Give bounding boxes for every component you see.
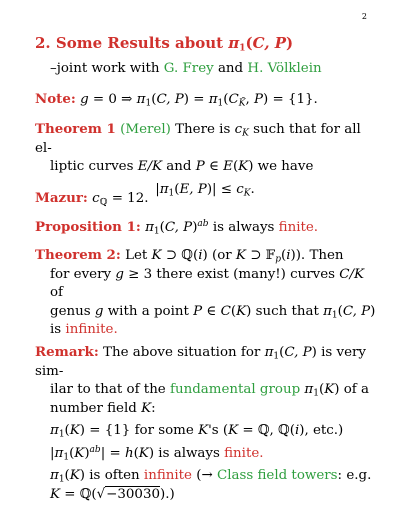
joint-work-prefix: –joint work with [50, 61, 160, 76]
proposition1-text: $\pi_1(C$, P)$^{ab}$ is always [145, 219, 275, 237]
section-heading: 2. Some Results about $\pi_1(C$, P) [35, 34, 294, 54]
theorem2-line1: Theorem 2: Let K ⊃ ℚ(i) (or K ⊃ 𝔽$_p$(i)). Then [35, 247, 344, 265]
proposition1-block [35, 218, 318, 238]
remark-item2-emph: finite. [224, 445, 264, 461]
joint-work-line [50, 60, 322, 79]
theorem2-line4-emph: infinite. [65, 322, 118, 337]
note-block [35, 90, 318, 110]
joint-work-and: and [217, 61, 244, 76]
page-number: 2 [361, 12, 367, 21]
note-label: Note: [35, 91, 76, 107]
note-text: g = 0 ⇒ $\pi_1(C$, $P) = \pi_1(C_{K̄}$, P) = {1}. [80, 92, 318, 109]
remark-block [35, 343, 380, 504]
theorem2-block [35, 246, 380, 340]
remark-item3: $\pi_1(K)$ is often infinite (→ Class field towers: e.g. [50, 468, 372, 485]
theorem2-label: Theorem 2: [35, 247, 121, 263]
theorem2-line4 [35, 321, 380, 340]
theorem1-line2: liptic curves E/K and P ∈ E(K) we have [50, 159, 314, 174]
remark-line3: number field K: [50, 400, 156, 416]
remark-line2-suffix: $\pi_1(K)$ of a [304, 382, 369, 399]
remark-label: Remark: [35, 344, 99, 360]
remark-fundamental-group: fundamental group [170, 382, 301, 397]
remark-item3-arrow: (→ [196, 468, 213, 483]
theorem2-line3: genus g with a point P ∈ C(K) such that $\pi_1(C$, P) [50, 303, 376, 321]
theorem1-attribution: (Merel) [120, 122, 171, 137]
remark-item2: $|\pi_1(K)^{ab}| = h(K)$ is always finite. [50, 444, 264, 463]
remark-line2 [35, 381, 380, 400]
author-frey: G. Frey [163, 61, 214, 76]
remark-line1: Remark: The above situation for $\pi_1(C$, P) is very sim- [35, 344, 366, 379]
theorem1-block [35, 120, 375, 199]
theorem1-formula: $|\pi_1(E$, $P)| \le c_K$. [155, 181, 255, 199]
mazur-block [35, 189, 148, 209]
mazur-label: Mazur: [35, 190, 88, 206]
remark-item3-suffix: : e.g. [337, 468, 372, 483]
theorem1-label: Theorem 1 [35, 121, 116, 137]
author-volklein: H. Völklein [247, 61, 322, 76]
remark-item1: $\pi_1(K) = \{1\}$ for some K's (K = ℚ, ℚ(i), etc.) [50, 423, 344, 440]
proposition1-emph: finite. [278, 220, 319, 235]
mazur-text: $c_ℚ = 12$. [92, 191, 149, 208]
theorem2-line2: for every g ≥ 3 there exist (many!) curves C/K of [50, 266, 365, 300]
remark-line2-prefix: ilar to that of the [50, 382, 166, 397]
proposition1-label: Proposition 1: [35, 219, 141, 235]
remark-item3-line2: K = ℚ(√−30030).) [50, 486, 175, 502]
remark-class-field-towers: Class field towers [216, 468, 338, 483]
remark-item3-infinite: infinite [143, 468, 192, 483]
theorem2-line4-prefix: is [50, 322, 62, 337]
theorem1-line1: Theorem 1 (Merel) There is $c_K$ such that for all el- [35, 121, 361, 156]
